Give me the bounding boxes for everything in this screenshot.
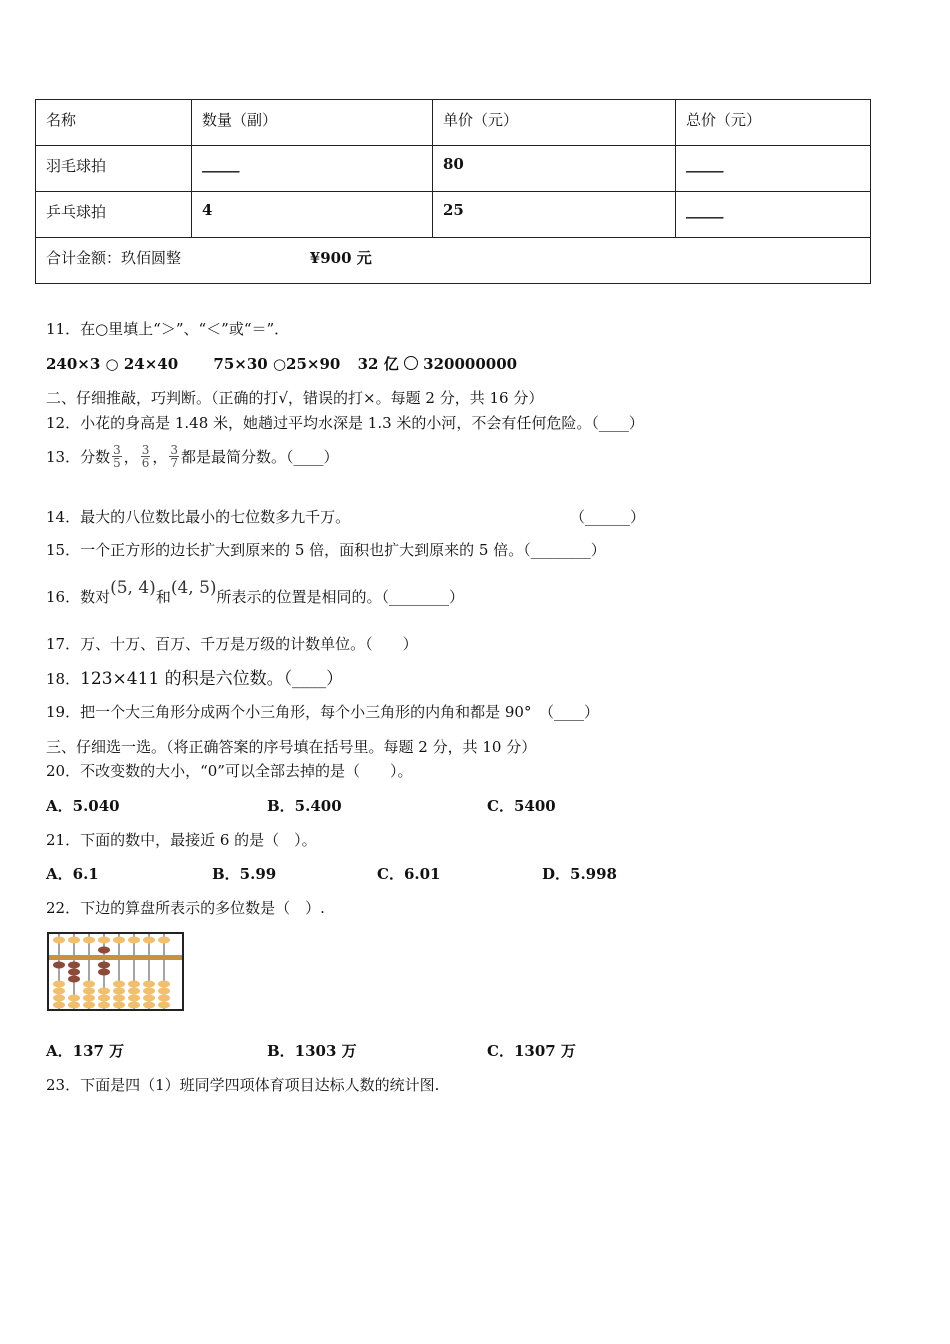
q22-text: 22．下边的算盘所表示的多位数是（ ）. (46, 899, 325, 917)
table-row (36, 146, 871, 192)
cell-unit-price: 80 (433, 146, 676, 192)
abacus-beam (49, 955, 182, 960)
q18-num: 18． (46, 670, 81, 688)
q11-a: 240×3 ○ 24×40 (46, 355, 179, 373)
section-3-heading: 三、仔细选一选。（将正确答案的序号填在括号里。每题 2 分，共 10 分） (46, 738, 537, 756)
q14-blank[interactable]: （______） (570, 508, 646, 526)
q20-option-c[interactable]: C．5400 (487, 797, 556, 815)
section-2-heading: 二、仔细推敲，巧判断。（正确的打√，错误的打×。每题 2 分，共 16 分） (46, 389, 544, 407)
header-total-price: 总价（元） (676, 100, 871, 146)
q15: 15．一个正方形的边长扩大到原来的 5 倍，面积也扩大到原来的 5 倍。（________） (46, 541, 606, 559)
total-value: ¥900 元 (309, 249, 372, 267)
q13-pre: 13．分数 (46, 448, 111, 466)
q20-option-a[interactable]: A．5.040 (46, 797, 120, 815)
q21-option-b[interactable]: B．5.99 (212, 865, 277, 883)
q13-post: 都是最简分数。（____） (181, 448, 339, 466)
cell-total: _____ (676, 146, 871, 192)
q22-option-c[interactable]: C．1307 万 (487, 1042, 576, 1060)
q20-text: 20．不改变数的大小，“0”可以全部去掉的是（ ）。 (46, 762, 413, 780)
abacus-lower-active-beads (53, 962, 110, 983)
q17: 17．万、十万、百万、千万是万级的计数单位。（ ） (46, 635, 418, 653)
q16 (46, 578, 465, 607)
q12: 12．小花的身高是 1.48 米，她趟过平均水深是 1.3 米的小河，不会有任何危险。（____） (46, 414, 644, 432)
table-header-row (36, 100, 871, 146)
cell-unit-price: 25 (433, 192, 676, 238)
cell-quantity: _____ (192, 146, 433, 192)
abacus-lower-beads (53, 981, 170, 1009)
cell-item: 羽毛球拍 (36, 146, 192, 192)
header-quantity: 数量（副） (192, 100, 433, 146)
q16-pre: 16．数对 (46, 588, 111, 606)
fraction: $\frac{3}{7}$ (170, 443, 179, 470)
header-unit-price: 单价（元） (433, 100, 676, 146)
price-table (35, 99, 871, 284)
cell-item: 乒乓球拍 (36, 192, 192, 238)
header-name: 名称 (36, 100, 192, 146)
q20-option-b[interactable]: B．5.400 (267, 797, 342, 815)
cell-quantity: 4 (192, 192, 433, 238)
table-total-row (36, 238, 871, 284)
q22-option-a[interactable]: A．137 万 (46, 1042, 125, 1060)
q11-b: 75×30 ○25×90 (213, 355, 341, 373)
q21-text: 21．下面的数中，最接近 6 的是（ ）。 (46, 831, 317, 849)
fraction: $\frac{3}{5}$ (113, 443, 121, 470)
q11-c-right: 320000000 (423, 355, 518, 373)
total-label: 合计金额：玖佰圆整 (46, 249, 182, 267)
q16-post: 所表示的位置是相同的。（________） (216, 588, 465, 606)
cell-total: _____ (676, 192, 871, 238)
abacus-image (47, 932, 184, 1012)
q14-text: 14．最大的八位数比最小的七位数多九千万。 (46, 508, 351, 526)
abacus-upper-beads (53, 937, 170, 944)
q11-c-left: 32 亿 (357, 355, 399, 373)
q21-option-d[interactable]: D．5.998 (542, 865, 617, 883)
q16-mid: 和 (155, 588, 171, 606)
q18-text: 123×411 的积是六位数。（____） (80, 669, 344, 689)
coordinate-pair: (4, 5) (170, 578, 217, 598)
q23: 23．下面是四（1）班同学四项体育项目达标人数的统计图. (46, 1076, 440, 1094)
q22-option-b[interactable]: B．1303 万 (267, 1042, 357, 1060)
q11-line (46, 353, 517, 374)
q19: 19．把一个大三角形分成两个小三角形，每个小三角形的内角和都是 90° （____） (46, 703, 599, 721)
coordinate-pair: (5, 4) (110, 578, 156, 598)
table-row (36, 192, 871, 238)
total-cell (36, 238, 871, 284)
q21-option-a[interactable]: A．6.1 (46, 865, 99, 883)
q11-prompt: 11．在○里填上“＞”、“＜”或“＝”． (46, 320, 290, 338)
fraction: $\frac{3}{6}$ (141, 443, 150, 470)
compare-circle[interactable] (404, 356, 418, 370)
abacus-bead-active (98, 947, 110, 954)
q13: 13．分数 $\frac{3}{5}$ ， $\frac{3}{6}$ ， $\frac{3}{7}$ 都是最简分数。（____） (46, 443, 339, 470)
q18 (46, 664, 343, 689)
q21-option-c[interactable]: C．6.01 (377, 865, 441, 883)
